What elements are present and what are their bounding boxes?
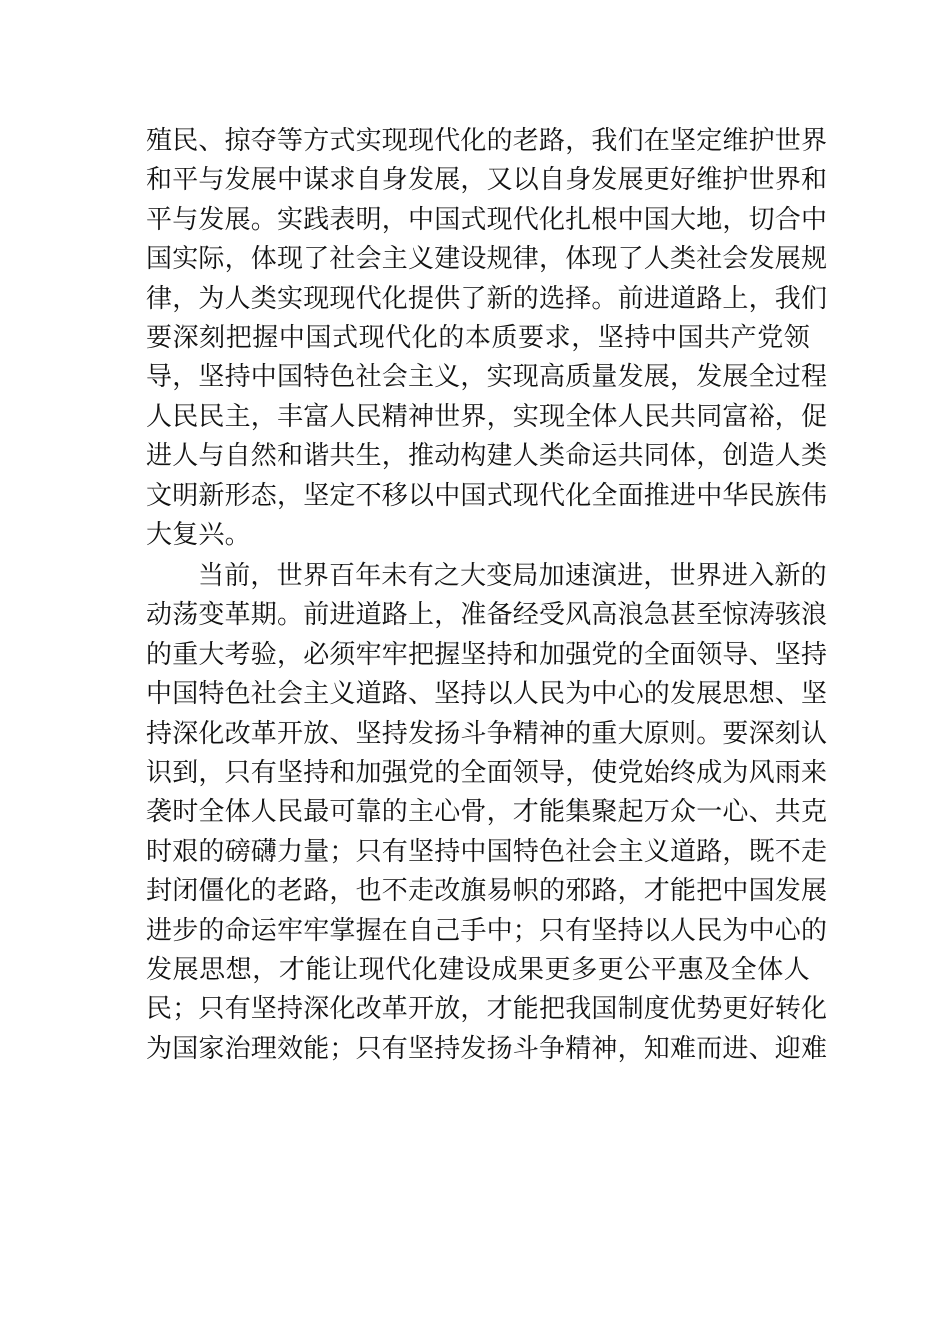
paragraph-line: 文明新形态，坚定不移以中国式现代化全面推进中华民族伟 [146,480,828,511]
paragraph-line: 动荡变革期。前进道路上，准备经受风高浪急甚至惊涛骇浪 [146,600,828,631]
paragraph-line: 中国特色社会主义道路、坚持以人民为中心的发展思想、坚 [146,679,828,710]
paragraph-line: 国实际，体现了社会主义建设规律，体现了人类社会发展规 [146,244,828,275]
paragraph-line: 当前，世界百年未有之大变局加速演进，世界进入新的 [198,561,827,591]
paragraph-line: 识到，只有坚持和加强党的全面领导，使党始终成为风雨来 [146,757,828,788]
paragraph-1 [146,122,828,555]
paragraph-line: 的重大考验，必须牢牢把握坚持和加强党的全面领导、坚持 [146,639,828,670]
paragraph-line: 大复兴。 [146,519,251,550]
paragraph-line: 封闭僵化的老路，也不走改旗易帜的邪路，才能把中国发展 [146,876,828,907]
paragraph-line: 持深化改革开放、坚持发扬斗争精神的重大原则。要深刻认 [146,718,828,749]
paragraph-line: 要深刻把握中国式现代化的本质要求，坚持中国共产党领 [146,322,810,353]
paragraph-line: 导，坚持中国特色社会主义，实现高质量发展，发展全过程 [146,362,828,393]
paragraph-line: 进步的命运牢牢掌握在自己手中；只有坚持以人民为中心的 [146,915,828,946]
paragraph-line: 律，为人类实现现代化提供了新的选择。前进道路上，我们 [146,283,828,314]
paragraph-line: 和平与发展中谋求自身发展，又以自身发展更好维护世界和 [146,165,828,196]
paragraph-line: 殖民、掠夺等方式实现现代化的老路，我们在坚定维护世界 [146,126,828,156]
paragraph-line: 进人与自然和谐共生，推动构建人类命运共同体，创造人类 [146,441,828,472]
paragraph-line: 发展思想，才能让现代化建设成果更多更公平惠及全体人 [146,954,810,985]
paragraph-2 [146,557,828,1069]
paragraph-line: 平与发展。实践表明，中国式现代化扎根中国大地，切合中 [146,204,828,235]
paragraph-line: 人民民主，丰富人民精神世界，实现全体人民共同富裕，促 [146,401,828,432]
paragraph-line: 袭时全体人民最可靠的主心骨，才能集聚起万众一心、共克 [146,797,828,828]
paragraph-line: 民；只有坚持深化改革开放，才能把我国制度优势更好转化 [146,994,828,1025]
paragraph-line: 时艰的磅礴力量；只有坚持中国特色社会主义道路，既不走 [146,836,828,867]
paragraph-line: 为国家治理效能；只有坚持发扬斗争精神，知难而进、迎难 [146,1033,828,1064]
